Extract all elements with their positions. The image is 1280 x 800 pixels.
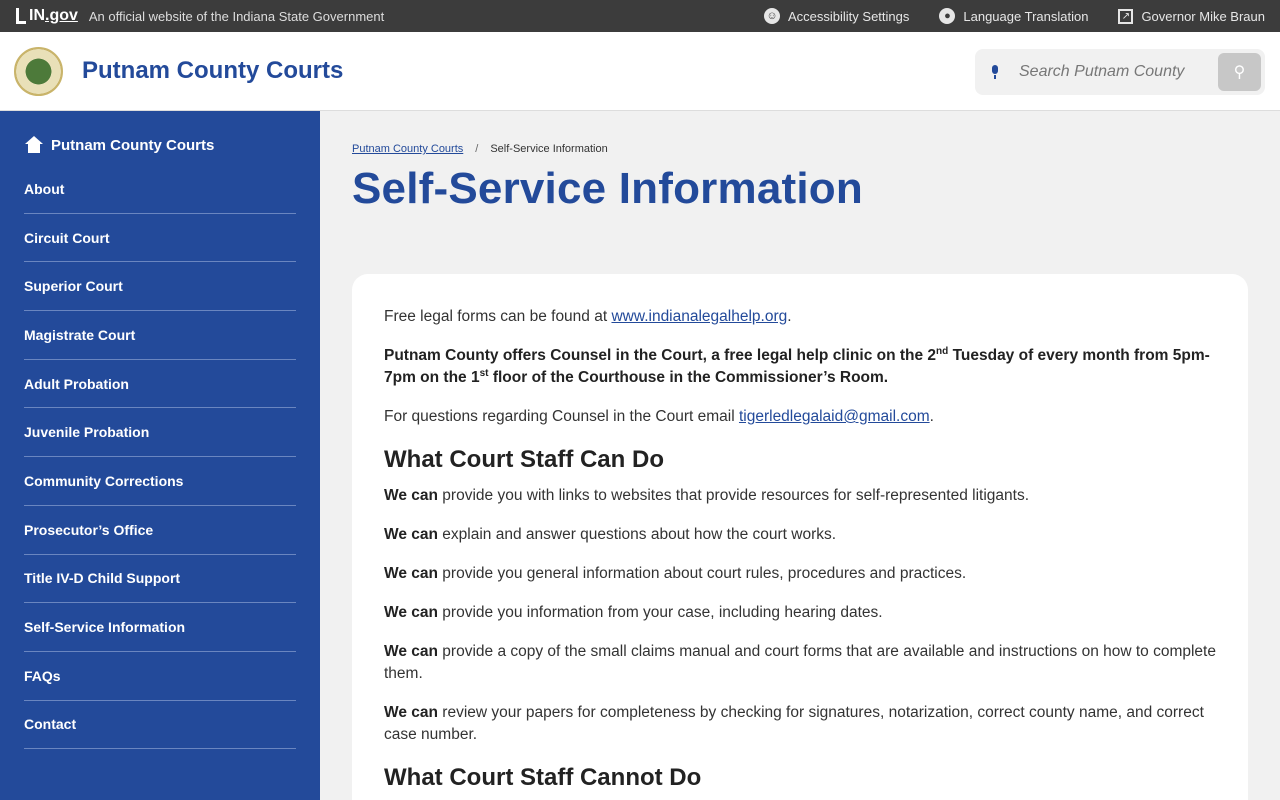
sidebar-item-contact[interactable]: Contact: [24, 701, 296, 750]
home-icon: [24, 136, 44, 154]
can-item-text: provide you with links to websites that provide resources for self-represented litigants.: [438, 487, 1030, 504]
site-title[interactable]: Putnam County Courts: [82, 57, 344, 84]
in-gov-logo-in: IN: [29, 7, 45, 24]
we-can-label: We can: [384, 704, 438, 721]
can-item-text: explain and answer questions about how the court works.: [438, 526, 837, 543]
legal-forms-text: Free legal forms can be found at: [384, 308, 612, 325]
breadcrumb: [352, 143, 608, 155]
can-item-text: provide you general information about court rules, procedures and practices.: [438, 565, 967, 582]
sidebar-home-label: Putnam County Courts: [51, 136, 215, 154]
cannot-do-heading: What Court Staff Cannot Do: [384, 764, 702, 791]
breadcrumb-separator: /: [475, 143, 479, 155]
in-gov-logo[interactable]: [16, 7, 78, 25]
sidebar-item-self-service[interactable]: Self-Service Information: [24, 603, 296, 652]
sidebar-item-community-corrections[interactable]: Community Corrections: [24, 457, 296, 506]
governor-link[interactable]: [1118, 9, 1265, 24]
we-can-label: We can: [384, 526, 438, 543]
counsel-clinic-text-a: Putnam County offers Counsel in the Court, a free legal help clinic on the 2: [384, 347, 937, 364]
breadcrumb-current: Self-Service Information: [490, 143, 608, 155]
sidebar-item-magistrate-court[interactable]: Magistrate Court: [24, 311, 296, 360]
sidebar-item-faqs[interactable]: FAQs: [24, 652, 296, 701]
can-item: [384, 641, 1216, 685]
breadcrumb-home-link[interactable]: Putnam County Courts: [352, 143, 464, 155]
can-item: [384, 702, 1216, 746]
sidebar-item-adult-probation[interactable]: Adult Probation: [24, 360, 296, 409]
sidebar-list: [24, 165, 296, 749]
sidebar-nav: [0, 111, 320, 800]
we-can-label: We can: [384, 565, 438, 582]
indianalegalhelp-link[interactable]: www.indianalegalhelp.org: [611, 308, 788, 325]
we-can-label: We can: [384, 604, 438, 621]
in-gov-logo-gov: .gov: [45, 7, 78, 24]
can-item: [384, 524, 1216, 546]
search-input[interactable]: [1019, 63, 1191, 81]
search-icon: ⚲: [1233, 64, 1246, 81]
can-item: [384, 602, 1216, 624]
page-title: Self-Service Information: [352, 164, 863, 213]
accessibility-icon: ☺: [764, 8, 780, 24]
can-item-text: review your papers for completeness by checking for signatures, notarization, correct county name, and correct case number.: [384, 704, 1204, 743]
counsel-email-link[interactable]: tigerledlegalaid@gmail.com: [738, 408, 930, 425]
we-can-label: We can: [384, 643, 438, 660]
legal-forms-period: .: [787, 308, 792, 325]
microphone-icon[interactable]: [989, 64, 1001, 80]
we-can-label: We can: [384, 487, 438, 504]
counsel-clinic-paragraph: [384, 345, 1216, 389]
sidebar-item-circuit-court[interactable]: Circuit Court: [24, 214, 296, 263]
in-gov-mark-icon: [16, 8, 26, 24]
accessibility-settings-link[interactable]: [764, 8, 909, 24]
governor-label: Governor Mike Braun: [1141, 8, 1265, 24]
counsel-clinic-sup-nd: nd: [936, 345, 949, 357]
language-translation-link[interactable]: [939, 8, 1088, 24]
legal-forms-paragraph: [384, 306, 1216, 328]
sidebar-item-title-iv-d[interactable]: Title IV-D Child Support: [24, 555, 296, 604]
search-box: [975, 49, 1265, 95]
counsel-clinic-text-c: floor of the Courthouse in the Commissioner’s Room.: [488, 369, 889, 386]
can-item-text: provide a copy of the small claims manual and court forms that are available and instructions on how to complete them.: [384, 643, 1216, 682]
sidebar-item-about[interactable]: About: [24, 165, 296, 214]
language-translation-label: Language Translation: [963, 8, 1089, 24]
site-header: [0, 32, 1280, 111]
sidebar-item-prosecutors-office[interactable]: Prosecutor’s Office: [24, 506, 296, 555]
counsel-email-text: For questions regarding Counsel in the Court email: [384, 408, 739, 425]
counsel-email-period: .: [929, 408, 934, 425]
sidebar-home-link[interactable]: [24, 136, 214, 154]
globe-icon: ●: [939, 8, 955, 24]
external-link-icon: ↗: [1118, 9, 1133, 24]
sidebar-item-juvenile-probation[interactable]: Juvenile Probation: [24, 408, 296, 457]
counsel-email-paragraph: [384, 406, 1216, 428]
state-gov-bar: [0, 0, 1280, 32]
sidebar-item-superior-court[interactable]: Superior Court: [24, 262, 296, 311]
can-item: [384, 485, 1216, 507]
counsel-clinic-text-b: Tuesday of every month from 5pm-7pm on the 1: [384, 347, 1210, 386]
can-do-heading: What Court Staff Can Do: [384, 446, 664, 473]
can-item: [384, 563, 1216, 585]
official-website-text: An official website of the Indiana State Government: [88, 8, 385, 24]
content-card: [352, 274, 1248, 800]
search-button[interactable]: [1218, 53, 1261, 91]
can-item-text: provide you information from your case, including hearing dates.: [438, 604, 883, 621]
county-seal-logo[interactable]: [14, 47, 63, 96]
counsel-clinic-sup-st: st: [479, 367, 489, 379]
accessibility-settings-label: Accessibility Settings: [788, 8, 910, 24]
